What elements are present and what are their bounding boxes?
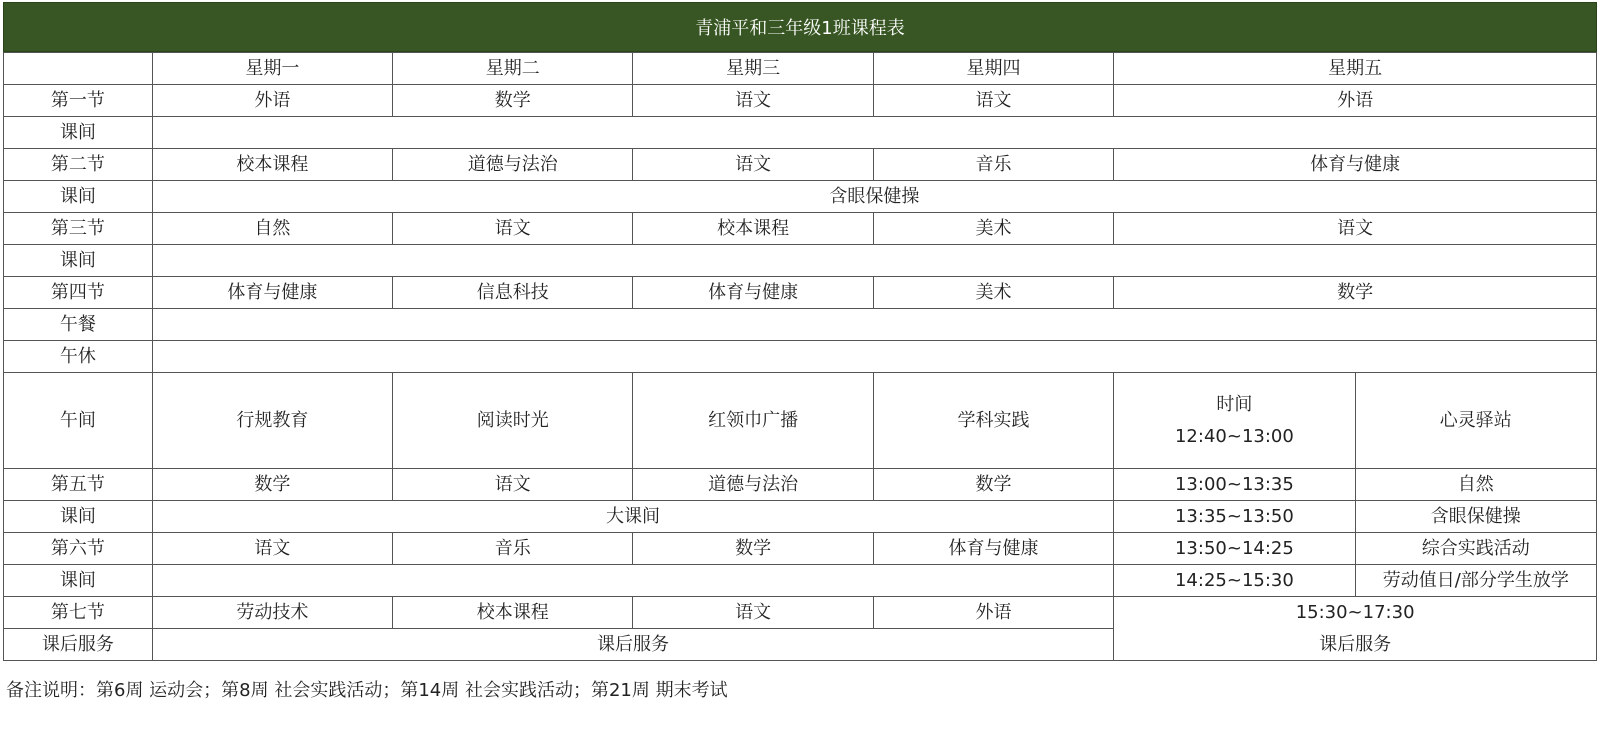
- activity-cell: 阅读时光: [393, 373, 633, 469]
- header-row: [4, 53, 1597, 85]
- row-label: 第四节: [4, 277, 153, 309]
- row-label: 第五节: [4, 469, 153, 501]
- class-cell: 美术: [873, 277, 1113, 309]
- schedule-table: [3, 52, 1597, 661]
- class-cell: 语文: [873, 85, 1113, 117]
- class-cell: 数学: [633, 533, 873, 565]
- class-cell: 数学: [393, 85, 633, 117]
- break-cell: 含眼保健操: [152, 181, 1596, 213]
- friday-time-value: 12:40~13:00: [1174, 425, 1294, 447]
- class-cell: 道德与法治: [393, 149, 633, 181]
- period-4-row: [4, 277, 1597, 309]
- class-cell: 劳动技术: [152, 597, 392, 629]
- row-label: 第三节: [4, 213, 153, 245]
- row-label: 课间: [4, 245, 153, 277]
- row-label: 午餐: [4, 309, 153, 341]
- class-cell: 数学: [1114, 277, 1597, 309]
- class-cell: 美术: [873, 213, 1113, 245]
- class-cell: 语文: [1114, 213, 1597, 245]
- remarks-note: 备注说明：第6周 运动会；第8周 社会实践活动；第14周 社会实践活动；第21周 期末考试: [6, 680, 728, 701]
- class-cell: 语文: [152, 533, 392, 565]
- row-label: 午间: [4, 373, 153, 469]
- friday-activity-cell: 心灵驿站: [1355, 373, 1596, 469]
- class-cell: 校本课程: [633, 213, 873, 245]
- nap-row: [4, 341, 1597, 373]
- row-label: 第六节: [4, 533, 153, 565]
- friday-time-header: 时间: [1216, 393, 1253, 415]
- lunch-cell: [152, 309, 1596, 341]
- period-6-row: [4, 533, 1597, 565]
- class-cell: 语文: [393, 213, 633, 245]
- period-3-row: [4, 213, 1597, 245]
- break-cell: [152, 245, 1596, 277]
- class-cell: 音乐: [393, 533, 633, 565]
- activity-cell: 学科实践: [873, 373, 1113, 469]
- friday-time-cell: 13:50~14:25: [1114, 533, 1355, 565]
- friday-activity-cell: 自然: [1355, 469, 1596, 501]
- friday-activity-cell: 劳动值日/部分学生放学: [1355, 565, 1596, 597]
- activity-cell: 行规教育: [152, 373, 392, 469]
- class-cell: 校本课程: [152, 149, 392, 181]
- period-5-row: [4, 469, 1597, 501]
- break-cell: 大课间: [152, 501, 1114, 533]
- class-cell: 语文: [633, 597, 873, 629]
- class-cell: 自然: [152, 213, 392, 245]
- row-label: 第二节: [4, 149, 153, 181]
- row-label: 课后服务: [4, 629, 153, 661]
- break-3-row: [4, 245, 1597, 277]
- class-cell: 数学: [873, 469, 1113, 501]
- header-day-thu: 星期四: [873, 53, 1113, 85]
- header-corner-cell: [4, 53, 153, 85]
- class-cell: 外语: [1114, 85, 1597, 117]
- period-7-row: [4, 597, 1597, 629]
- schedule-container: [3, 2, 1597, 661]
- break-6-row: [4, 565, 1597, 597]
- class-cell: 语文: [633, 149, 873, 181]
- friday-after-school-label: 课后服务: [1319, 633, 1392, 655]
- class-cell: 数学: [152, 469, 392, 501]
- break-1-row: [4, 117, 1597, 149]
- period-1-row: [4, 85, 1597, 117]
- schedule-title: 青浦平和三年级1班课程表: [3, 2, 1597, 52]
- class-cell: 道德与法治: [633, 469, 873, 501]
- row-label: 课间: [4, 565, 153, 597]
- break-cell: [152, 117, 1596, 149]
- header-day-tue: 星期二: [393, 53, 633, 85]
- row-label: 课间: [4, 181, 153, 213]
- friday-time-cell: 13:35~13:50: [1114, 501, 1355, 533]
- break-2-row: [4, 181, 1597, 213]
- activity-cell: 红领巾广播: [633, 373, 873, 469]
- class-cell: 语文: [633, 85, 873, 117]
- row-label: 课间: [4, 501, 153, 533]
- friday-time-cell: 13:00~13:35: [1114, 469, 1355, 501]
- friday-activity-cell: 综合实践活动: [1355, 533, 1596, 565]
- row-label: 午休: [4, 341, 153, 373]
- class-cell: 体育与健康: [873, 533, 1113, 565]
- row-label: 课间: [4, 117, 153, 149]
- header-day-fri: 星期五: [1114, 53, 1597, 85]
- header-day-wed: 星期三: [633, 53, 873, 85]
- class-cell: 信息科技: [393, 277, 633, 309]
- class-cell: 音乐: [873, 149, 1113, 181]
- friday-after-school-time: 15:30~17:30: [1295, 601, 1415, 623]
- class-cell: 外语: [873, 597, 1113, 629]
- class-cell: 体育与健康: [1114, 149, 1597, 181]
- break-cell: [152, 565, 1114, 597]
- row-label: 第七节: [4, 597, 153, 629]
- class-cell: 校本课程: [393, 597, 633, 629]
- class-cell: 外语: [152, 85, 392, 117]
- period-2-row: [4, 149, 1597, 181]
- friday-time-cell: 14:25~15:30: [1114, 565, 1355, 597]
- noon-row: [4, 373, 1597, 469]
- friday-activity-cell: 含眼保健操: [1355, 501, 1596, 533]
- friday-after-school-cell: [1114, 597, 1597, 661]
- lunch-row: [4, 309, 1597, 341]
- header-day-mon: 星期一: [152, 53, 392, 85]
- class-cell: 体育与健康: [633, 277, 873, 309]
- row-label: 第一节: [4, 85, 153, 117]
- friday-time-cell: [1114, 373, 1355, 469]
- after-school-cell: 课后服务: [152, 629, 1114, 661]
- class-cell: 体育与健康: [152, 277, 392, 309]
- big-break-row: [4, 501, 1597, 533]
- nap-cell: [152, 341, 1596, 373]
- class-cell: 语文: [393, 469, 633, 501]
